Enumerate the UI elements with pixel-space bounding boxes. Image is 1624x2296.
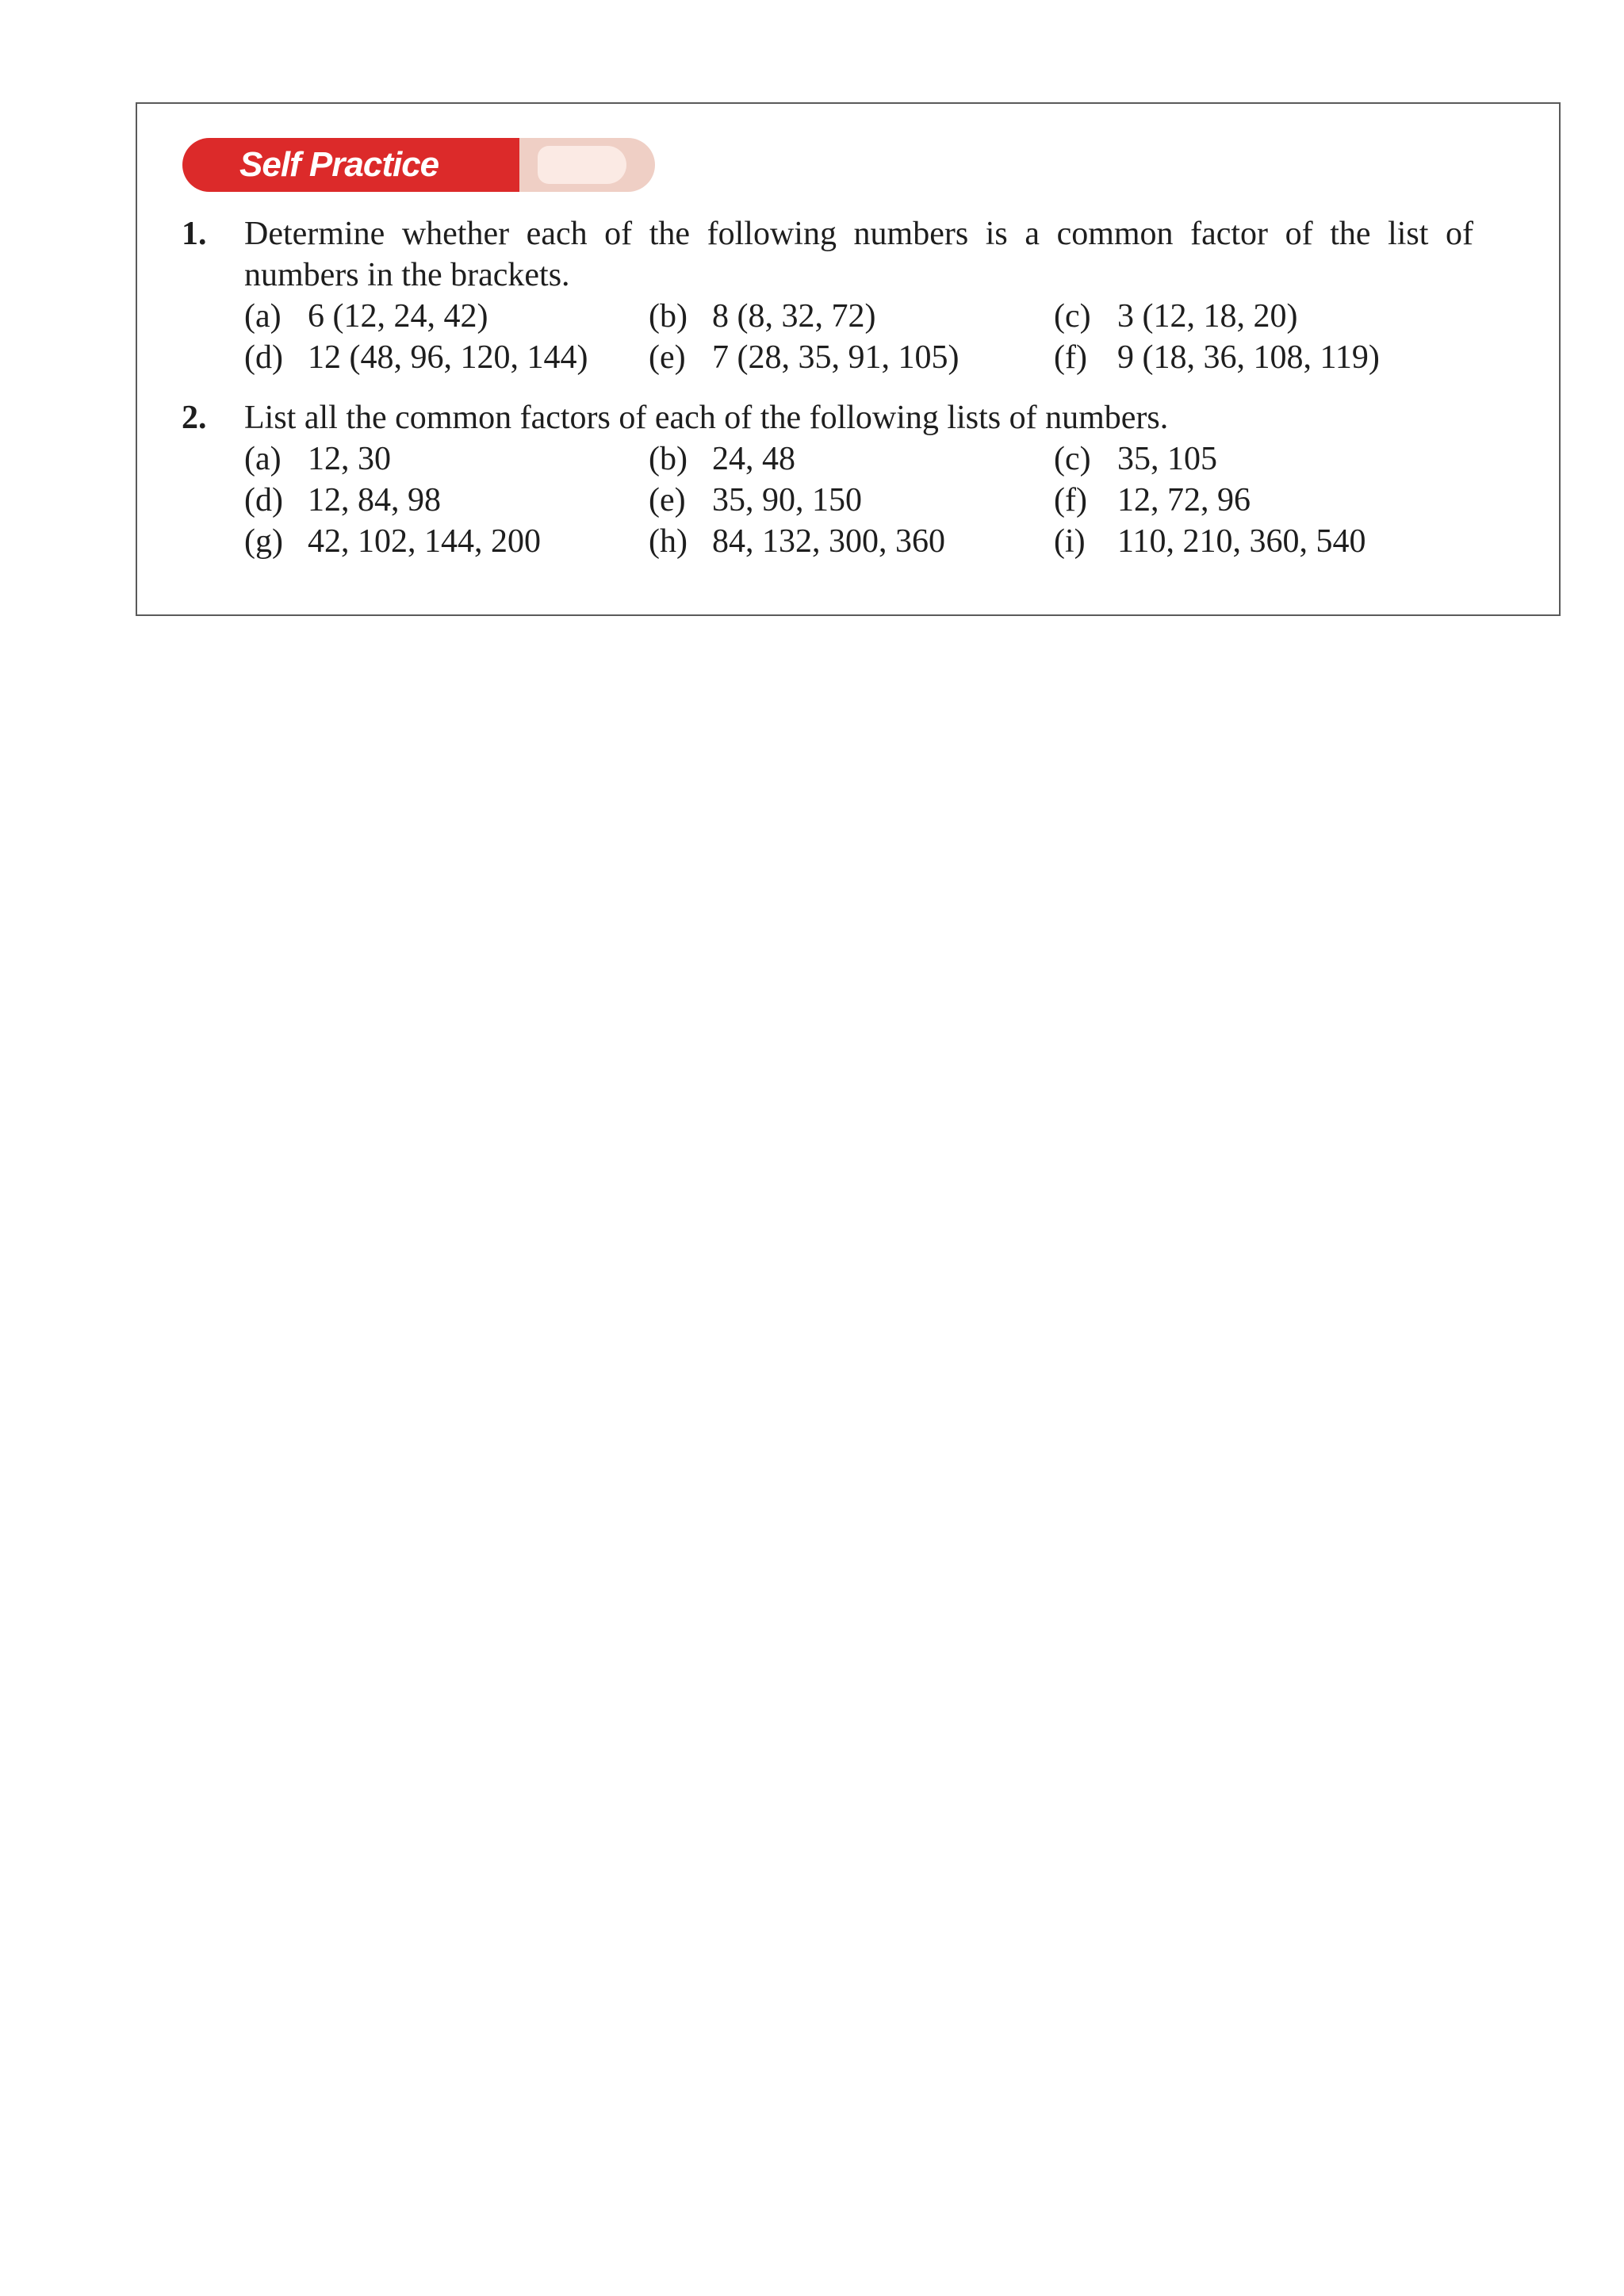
question-1-text-line2: numbers in the brackets. xyxy=(244,257,570,293)
part-label: (a) xyxy=(244,298,282,335)
self-practice-banner xyxy=(182,138,655,192)
question-1-number: 1. xyxy=(182,216,207,252)
question-2-part-i xyxy=(1054,520,1365,563)
part-label: (g) xyxy=(244,523,283,560)
part-label: (h) xyxy=(649,523,688,560)
question-2-part-h xyxy=(649,520,945,563)
question-2-part-c xyxy=(1054,438,1217,480)
question-1-part-d xyxy=(244,336,588,379)
part-label: (c) xyxy=(1054,441,1091,477)
question-2-number: 2. xyxy=(182,400,207,436)
question-1-text-line1: Determine whether each of the following numbers is a common factor of the list of xyxy=(244,216,1473,252)
question-2-part-f xyxy=(1054,479,1251,522)
banner-tail-highlight xyxy=(538,146,626,184)
question-2-part-a xyxy=(244,438,391,480)
part-label: (c) xyxy=(1054,298,1091,335)
question-1-part-c xyxy=(1054,295,1297,338)
banner-title: Self Practice xyxy=(239,145,439,184)
question-1-part-f xyxy=(1054,336,1380,379)
part-label: (f) xyxy=(1054,482,1087,519)
part-label: (e) xyxy=(649,482,686,519)
part-value: 35, 90, 150 xyxy=(712,482,862,519)
part-value: 7 (28, 35, 91, 105) xyxy=(712,339,959,376)
question-2-part-e xyxy=(649,479,862,522)
part-value: 35, 105 xyxy=(1117,441,1217,477)
part-label: (a) xyxy=(244,441,282,477)
part-value: 12 (48, 96, 120, 144) xyxy=(308,339,588,376)
question-2-part-b xyxy=(649,438,795,480)
part-value: 24, 48 xyxy=(712,441,795,477)
part-value: 42, 102, 144, 200 xyxy=(308,523,541,560)
question-2-part-g xyxy=(244,520,541,563)
part-label: (f) xyxy=(1054,339,1087,376)
part-label: (i) xyxy=(1054,523,1086,560)
part-value: 9 (18, 36, 108, 119) xyxy=(1117,339,1380,376)
question-1-part-e xyxy=(649,336,959,379)
part-value: 8 (8, 32, 72) xyxy=(712,298,876,335)
part-value: 12, 30 xyxy=(308,441,391,477)
part-value: 110, 210, 360, 540 xyxy=(1117,523,1366,560)
part-label: (b) xyxy=(649,441,688,477)
part-label: (d) xyxy=(244,482,283,519)
question-2-part-d xyxy=(244,479,441,522)
part-label: (e) xyxy=(649,339,686,376)
part-value: 6 (12, 24, 42) xyxy=(308,298,488,335)
question-1-part-b xyxy=(649,295,875,338)
part-value: 12, 72, 96 xyxy=(1117,482,1251,519)
question-2-text: List all the common factors of each of the following lists of numbers. xyxy=(244,400,1169,436)
part-value: 84, 132, 300, 360 xyxy=(712,523,945,560)
part-label: (b) xyxy=(649,298,688,335)
part-label: (d) xyxy=(244,339,283,376)
question-1-part-a xyxy=(244,295,488,338)
part-value: 12, 84, 98 xyxy=(308,482,441,519)
part-value: 3 (12, 18, 20) xyxy=(1117,298,1298,335)
